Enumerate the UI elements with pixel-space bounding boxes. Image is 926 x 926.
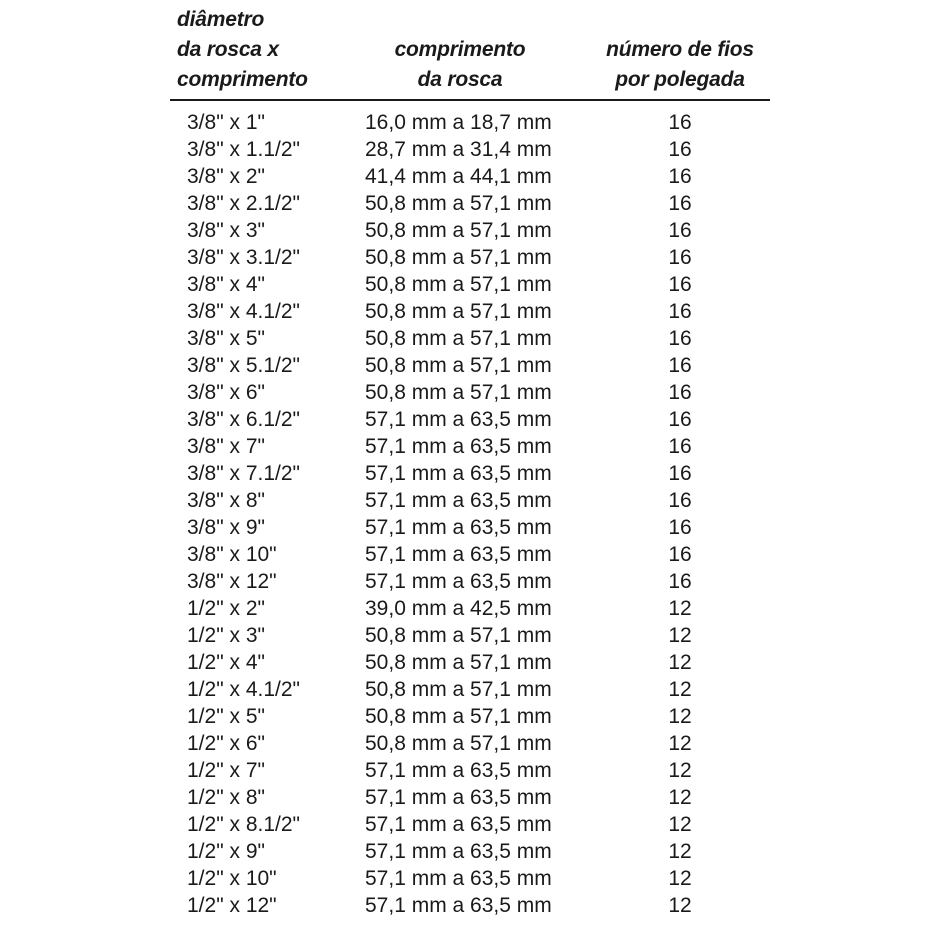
cell-thread-length: 50,8 mm a 57,1 mm [365, 651, 552, 674]
cell-thread-length: 57,1 mm a 63,5 mm [365, 516, 552, 539]
table-row [0, 136, 926, 163]
cell-threads-per-inch: 16 [668, 300, 692, 323]
cell-size: 1/2" x 3" [187, 624, 265, 647]
cell-size: 1/2" x 6" [187, 732, 265, 755]
cell-threads-per-inch: 16 [668, 489, 692, 512]
table-row [0, 325, 926, 352]
cell-thread-length: 57,1 mm a 63,5 mm [365, 543, 552, 566]
cell-size: 1/2" x 8" [187, 786, 265, 809]
table-row [0, 784, 926, 811]
cell-size: 3/8" x 9" [187, 516, 265, 539]
table-row [0, 811, 926, 838]
header-diameter-line: comprimento [177, 68, 308, 91]
cell-threads-per-inch: 16 [668, 354, 692, 377]
table-row [0, 703, 926, 730]
header-diameter [177, 5, 308, 95]
cell-size: 3/8" x 10" [187, 543, 277, 566]
cell-thread-length: 16,0 mm a 18,7 mm [365, 111, 552, 134]
table-row [0, 109, 926, 136]
cell-threads-per-inch: 16 [668, 111, 692, 134]
cell-threads-per-inch: 12 [668, 678, 692, 701]
cell-size: 1/2" x 7" [187, 759, 265, 782]
cell-size: 1/2" x 12" [187, 894, 277, 917]
header-diameter-line: da rosca x [177, 38, 279, 61]
table-row [0, 541, 926, 568]
cell-size: 3/8" x 4" [187, 273, 265, 296]
table-row [0, 649, 926, 676]
cell-threads-per-inch: 16 [668, 192, 692, 215]
table-row [0, 190, 926, 217]
cell-size: 1/2" x 4" [187, 651, 265, 674]
header-thread-length [380, 35, 540, 95]
header-threads-per-inch-line: número de fios [606, 38, 754, 61]
table-header [0, 0, 926, 100]
cell-thread-length: 57,1 mm a 63,5 mm [365, 408, 552, 431]
cell-threads-per-inch: 16 [668, 219, 692, 242]
cell-size: 3/8" x 5" [187, 327, 265, 350]
cell-threads-per-inch: 12 [668, 894, 692, 917]
cell-threads-per-inch: 16 [668, 570, 692, 593]
cell-threads-per-inch: 16 [668, 408, 692, 431]
cell-size: 1/2" x 10" [187, 867, 277, 890]
cell-size: 3/8" x 2" [187, 165, 265, 188]
cell-threads-per-inch: 12 [668, 597, 692, 620]
cell-threads-per-inch: 16 [668, 327, 692, 350]
table-row [0, 163, 926, 190]
cell-thread-length: 57,1 mm a 63,5 mm [365, 435, 552, 458]
cell-threads-per-inch: 16 [668, 381, 692, 404]
cell-size: 3/8" x 3.1/2" [187, 246, 300, 269]
cell-threads-per-inch: 12 [668, 651, 692, 674]
cell-thread-length: 50,8 mm a 57,1 mm [365, 678, 552, 701]
cell-thread-length: 41,4 mm a 44,1 mm [365, 165, 552, 188]
cell-size: 3/8" x 8" [187, 489, 265, 512]
cell-threads-per-inch: 12 [668, 840, 692, 863]
cell-threads-per-inch: 16 [668, 273, 692, 296]
table-row [0, 838, 926, 865]
table-row [0, 514, 926, 541]
cell-size: 3/8" x 6" [187, 381, 265, 404]
cell-threads-per-inch: 12 [668, 813, 692, 836]
cell-thread-length: 57,1 mm a 63,5 mm [365, 489, 552, 512]
cell-size: 3/8" x 4.1/2" [187, 300, 300, 323]
cell-threads-per-inch: 16 [668, 165, 692, 188]
cell-thread-length: 50,8 mm a 57,1 mm [365, 192, 552, 215]
cell-threads-per-inch: 16 [668, 543, 692, 566]
table-row [0, 460, 926, 487]
table-row [0, 568, 926, 595]
cell-thread-length: 57,1 mm a 63,5 mm [365, 894, 552, 917]
table-row [0, 217, 926, 244]
cell-threads-per-inch: 16 [668, 435, 692, 458]
cell-size: 1/2" x 5" [187, 705, 265, 728]
table-row [0, 622, 926, 649]
cell-thread-length: 50,8 mm a 57,1 mm [365, 624, 552, 647]
table-row [0, 271, 926, 298]
cell-thread-length: 57,1 mm a 63,5 mm [365, 813, 552, 836]
cell-threads-per-inch: 16 [668, 462, 692, 485]
cell-threads-per-inch: 12 [668, 732, 692, 755]
table-row [0, 892, 926, 919]
cell-threads-per-inch: 16 [668, 516, 692, 539]
cell-thread-length: 57,1 mm a 63,5 mm [365, 786, 552, 809]
cell-thread-length: 50,8 mm a 57,1 mm [365, 219, 552, 242]
table-row [0, 406, 926, 433]
cell-size: 1/2" x 2" [187, 597, 265, 620]
cell-threads-per-inch: 12 [668, 867, 692, 890]
cell-thread-length: 50,8 mm a 57,1 mm [365, 732, 552, 755]
table-row [0, 298, 926, 325]
table-row [0, 595, 926, 622]
header-thread-length-line: da rosca [417, 68, 503, 91]
cell-thread-length: 57,1 mm a 63,5 mm [365, 570, 552, 593]
cell-thread-length: 50,8 mm a 57,1 mm [365, 300, 552, 323]
cell-size: 3/8" x 7.1/2" [187, 462, 300, 485]
cell-size: 3/8" x 7" [187, 435, 265, 458]
table-body [0, 109, 926, 919]
header-divider [170, 99, 770, 101]
header-thread-length-line: comprimento [394, 38, 526, 61]
cell-thread-length: 50,8 mm a 57,1 mm [365, 705, 552, 728]
cell-thread-length: 57,1 mm a 63,5 mm [365, 867, 552, 890]
cell-size: 1/2" x 4.1/2" [187, 678, 300, 701]
cell-size: 3/8" x 5.1/2" [187, 354, 300, 377]
cell-thread-length: 39,0 mm a 42,5 mm [365, 597, 552, 620]
cell-threads-per-inch: 12 [668, 624, 692, 647]
cell-size: 1/2" x 8.1/2" [187, 813, 300, 836]
cell-size: 3/8" x 2.1/2" [187, 192, 300, 215]
cell-size: 3/8" x 12" [187, 570, 277, 593]
cell-thread-length: 50,8 mm a 57,1 mm [365, 381, 552, 404]
cell-threads-per-inch: 12 [668, 759, 692, 782]
table-row [0, 487, 926, 514]
cell-thread-length: 28,7 mm a 31,4 mm [365, 138, 552, 161]
cell-size: 3/8" x 1" [187, 111, 265, 134]
table-row [0, 352, 926, 379]
cell-thread-length: 57,1 mm a 63,5 mm [365, 759, 552, 782]
cell-thread-length: 50,8 mm a 57,1 mm [365, 354, 552, 377]
cell-thread-length: 50,8 mm a 57,1 mm [365, 273, 552, 296]
table-row [0, 757, 926, 784]
table-row [0, 379, 926, 406]
cell-size: 1/2" x 9" [187, 840, 265, 863]
cell-threads-per-inch: 12 [668, 705, 692, 728]
cell-threads-per-inch: 12 [668, 786, 692, 809]
header-diameter-line: diâmetro [177, 8, 265, 31]
header-threads-per-inch [596, 35, 764, 95]
cell-threads-per-inch: 16 [668, 246, 692, 269]
cell-thread-length: 50,8 mm a 57,1 mm [365, 327, 552, 350]
table-row [0, 433, 926, 460]
cell-size: 3/8" x 6.1/2" [187, 408, 300, 431]
cell-size: 3/8" x 1.1/2" [187, 138, 300, 161]
table-row [0, 676, 926, 703]
table-row [0, 244, 926, 271]
cell-thread-length: 57,1 mm a 63,5 mm [365, 462, 552, 485]
header-threads-per-inch-line: por polegada [615, 68, 745, 91]
cell-size: 3/8" x 3" [187, 219, 265, 242]
table-row [0, 865, 926, 892]
cell-thread-length: 57,1 mm a 63,5 mm [365, 840, 552, 863]
table-row [0, 730, 926, 757]
cell-thread-length: 50,8 mm a 57,1 mm [365, 246, 552, 269]
cell-threads-per-inch: 16 [668, 138, 692, 161]
